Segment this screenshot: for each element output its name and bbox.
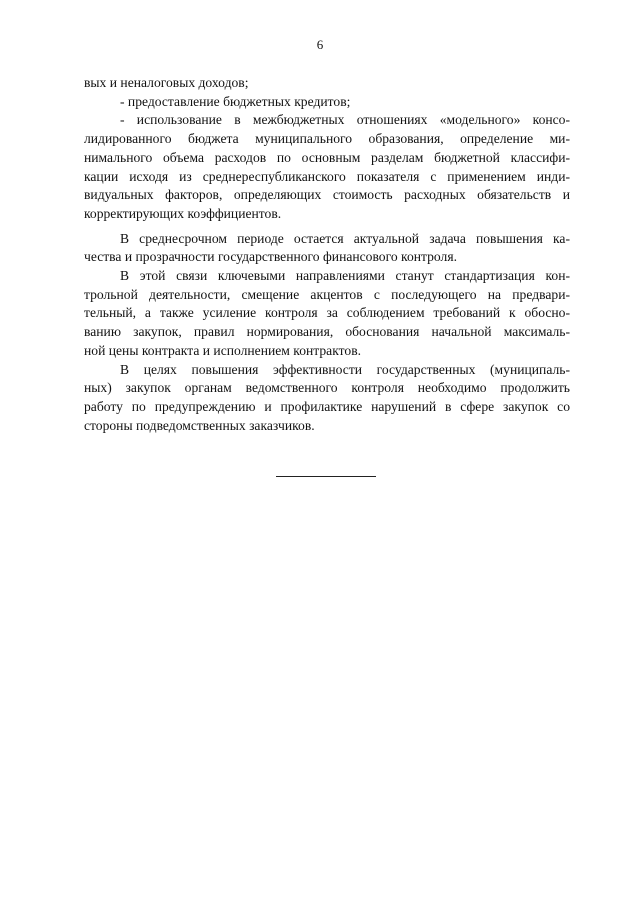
text-line: ной цены контракта и исполнением контрактов. (84, 342, 362, 358)
list-item-budget-credits: - предоставление бюджетных кредитов; (120, 93, 351, 109)
paragraph-financial-control: В среднесрочном периоде остается актуальной задача повышения ка- (120, 230, 570, 246)
text-line: вых и неналоговых доходов; (84, 75, 249, 90)
text-line: ванию закупок, правил нормирования, обоснования начальной максималь- (84, 324, 570, 340)
text-line: стороны подведомственных заказчиков. (84, 417, 315, 433)
text-line: лидированного бюджета муниципального образования, определение ми- (84, 131, 570, 147)
text-line: видуальных факторов, определяющих стоимость расходных обязательств и (84, 187, 570, 203)
text-line: трольной деятельности, смещение акцентов с последующего на предвари- (84, 286, 570, 302)
end-divider-line (276, 476, 376, 477)
text-line: нимального объема расходов по основным разделам бюджетной классифи- (84, 149, 570, 165)
paragraph-procurement-efficiency: В целях повышения эффективности государственных (муниципаль- (120, 361, 570, 377)
page-number: 6 (316, 37, 324, 52)
document-body (84, 74, 570, 435)
text-line: ных) закупок органам ведомственного контроля необходимо продолжить (84, 380, 570, 396)
text-line: работу по предупреждению и профилактике нарушений в сфере закупок со (84, 398, 570, 414)
text-line: чества и прозрачности государственного финансового контроля. (84, 249, 457, 265)
text-line: кации исходя из среднереспубликанского показателя с применением инди- (84, 168, 570, 184)
list-item-model-budget: - использование в межбюджетных отношениях «модельного» консо- (120, 112, 570, 128)
paragraph-key-directions: В этой связи ключевыми направлениями станут стандартизация кон- (120, 268, 570, 284)
text-line: корректирующих коэффициентов. (84, 205, 282, 221)
text-line: тельный, а также усиление контроля за соблюдением требований к обосно- (84, 305, 570, 321)
